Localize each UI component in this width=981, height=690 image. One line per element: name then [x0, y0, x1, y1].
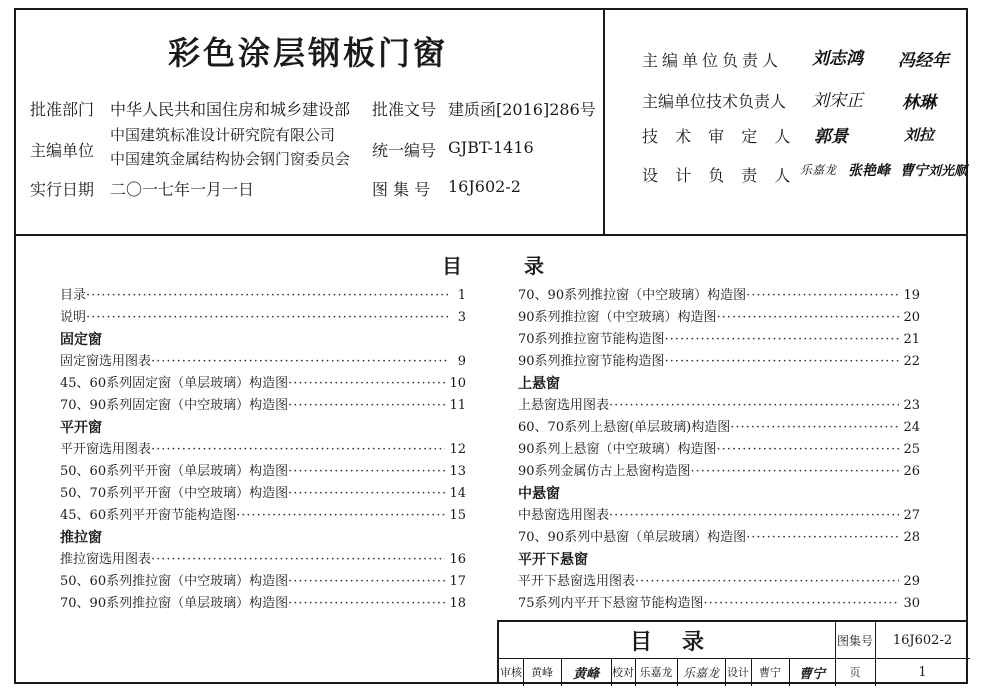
toc-entry-page: 22	[903, 354, 920, 369]
sig-row-label: 设 计 负 责 人	[642, 166, 797, 185]
toc-leader-dots	[746, 527, 899, 549]
toc-leader-dots	[635, 571, 899, 593]
toc-entry	[518, 285, 920, 307]
signature: 曹宁	[900, 163, 928, 179]
toc-leader-dots	[236, 505, 445, 527]
toc-entry-page: 24	[903, 420, 920, 435]
toc-entry-page: 27	[903, 508, 920, 523]
toc-entry-title: 75系列内平开下悬窗节能构造图	[518, 596, 704, 611]
toc-entry-page: 1	[457, 288, 466, 303]
toc-entry-title: 90系列金属仿古上悬窗构造图	[518, 464, 691, 479]
title-block	[497, 620, 968, 684]
toc-entry-title: 70、90系列推拉窗（中空玻璃）构造图	[518, 288, 747, 303]
toc-entry	[518, 329, 920, 351]
toc-entry	[60, 571, 466, 593]
toc-leader-dots	[746, 285, 899, 307]
toc-entry	[518, 307, 920, 329]
toc-leader-dots	[288, 571, 445, 593]
tb-check-label: 校对	[612, 666, 634, 679]
sig-row-label: 主编单位负责人	[642, 51, 783, 70]
tb-designer: 曹宁	[759, 666, 781, 679]
toc-entry	[518, 527, 920, 549]
toc-entry-page: 13	[449, 464, 466, 479]
toc-entry-title: 45、60系列固定窗（单层玻璃）构造图	[60, 376, 289, 391]
toc-entry-title: 50、70系列平开窗（中空玻璃）构造图	[60, 486, 289, 501]
toc-entry	[60, 461, 466, 483]
sig-row-editor-head	[642, 48, 782, 71]
toc-entry	[60, 549, 466, 571]
toc-leader-dots	[86, 307, 448, 329]
sig-row-label: 主编单位技术负责人	[642, 92, 787, 111]
toc-entry-title: 45、60系列平开窗节能构造图	[60, 508, 237, 523]
toc-entry-page: 17	[449, 574, 466, 589]
toc-leader-dots	[288, 461, 445, 483]
effective-date: 二〇一七年一月一日	[110, 180, 255, 199]
sig-row-label: 技 术 审 定 人	[642, 127, 797, 146]
editor-unit-label: 主编单位	[30, 141, 95, 160]
toc-entry-title: 上悬窗选用图表	[518, 398, 610, 413]
toc-entry	[60, 483, 466, 505]
toc-entry-page: 19	[903, 288, 920, 303]
toc-entry	[518, 351, 920, 373]
toc-leader-dots	[665, 329, 900, 351]
atlas-no-label: 图 集 号	[372, 180, 431, 199]
sig-row-reviewer	[642, 124, 796, 147]
toc-entry-title: 90系列推拉窗（中空玻璃）构造图	[518, 310, 717, 325]
toc-leader-dots	[288, 483, 445, 505]
toc-entry-title: 平开下悬窗选用图表	[518, 574, 636, 589]
toc-section-heading: 平开下悬窗	[518, 552, 588, 568]
toc-section-heading: 中悬窗	[518, 486, 560, 502]
tb-designer-signature: 曹宁	[798, 666, 825, 682]
toc-leader-dots	[151, 351, 448, 373]
toc-entry-title: 70、90系列中悬窗（单层玻璃）构造图	[518, 530, 747, 545]
toc-entry-page: 20	[903, 310, 920, 325]
toc-entry-page: 9	[457, 354, 466, 369]
approval-dept-label: 批准部门	[30, 100, 95, 119]
toc-leader-dots	[288, 373, 445, 395]
toc-entry-title: 50、60系列平开窗（单层玻璃）构造图	[60, 464, 289, 479]
toc-entry	[60, 373, 466, 395]
toc-entry-title: 平开窗选用图表	[60, 442, 152, 457]
approval-doc: 建质函[2016]286号	[448, 100, 596, 119]
toc-entry-page: 25	[903, 442, 920, 457]
tb-name-right: 录	[682, 629, 705, 655]
signature: 刘拉	[904, 126, 935, 144]
toc-entry	[518, 593, 920, 615]
toc-leader-dots	[151, 549, 445, 571]
toc-leader-dots	[730, 417, 899, 439]
unified-no: GJBT-1416	[448, 138, 534, 157]
toc-leader-dots	[151, 439, 445, 461]
toc-section-heading: 固定窗	[60, 332, 102, 348]
toc-entry-title: 70、90系列推拉窗（单层玻璃）构造图	[60, 596, 289, 611]
toc-entry-title: 70、90系列固定窗（中空玻璃）构造图	[60, 398, 289, 413]
toc-entry-page: 14	[449, 486, 466, 501]
signature: 刘志鸿	[812, 49, 863, 69]
toc-leader-dots	[609, 505, 899, 527]
toc-entry-page: 16	[449, 552, 466, 567]
toc-entry	[60, 307, 466, 329]
tb-reviewer-signature: 黄峰	[572, 666, 599, 682]
toc-entry	[60, 285, 466, 307]
toc-section-heading: 平开窗	[60, 420, 102, 436]
toc-leader-dots	[288, 395, 445, 417]
sig-row-tech-head	[642, 89, 786, 112]
toc-title-right: 录	[524, 254, 544, 278]
tb-reviewer: 黄峰	[531, 666, 553, 679]
toc-entry	[518, 439, 920, 461]
toc-entry-page: 28	[903, 530, 920, 545]
toc-entry	[518, 461, 920, 483]
toc-entry-title: 70系列推拉窗节能构造图	[518, 332, 665, 347]
tb-review-label: 审核	[500, 666, 522, 679]
toc-entry-page: 23	[903, 398, 920, 413]
toc-entry-title: 50、60系列推拉窗（中空玻璃）构造图	[60, 574, 289, 589]
signature: 郭景	[814, 127, 848, 147]
tb-atlas-no: 16J602-2	[892, 632, 953, 648]
header-divider	[603, 8, 605, 236]
toc-entry-title: 中悬窗选用图表	[518, 508, 610, 523]
signature: 乐嘉龙	[800, 163, 837, 177]
toc-title-left: 目	[442, 254, 462, 278]
toc-entry	[518, 395, 920, 417]
signature: 冯经年	[898, 51, 949, 71]
toc-entry-title: 90系列推拉窗节能构造图	[518, 354, 665, 369]
toc-entry-page: 15	[449, 508, 466, 523]
toc-leader-dots	[288, 593, 445, 615]
toc-entry	[60, 593, 466, 615]
toc-entry	[518, 417, 920, 439]
toc-entry-title: 60、70系列上悬窗(单层玻璃)构造图	[518, 420, 731, 435]
approval-doc-label: 批准文号	[372, 100, 437, 119]
toc-entry-title: 推拉窗选用图表	[60, 552, 152, 567]
atlas-no: 16J602-2	[448, 177, 521, 196]
toc-entry-title: 说明	[60, 310, 87, 325]
toc-leader-dots	[704, 593, 900, 615]
toc-entry-title: 固定窗选用图表	[60, 354, 152, 369]
tb-page-label: 页	[849, 666, 861, 679]
tb-checker: 乐嘉龙	[639, 666, 673, 679]
toc-entry-title: 目录	[60, 288, 87, 303]
tb-name-left: 目	[629, 629, 682, 655]
toc-entry	[60, 505, 466, 527]
toc-entry	[60, 439, 466, 461]
signature: 林琳	[902, 93, 936, 113]
toc-entry-page: 26	[903, 464, 920, 479]
toc-entry-page: 18	[449, 596, 466, 611]
toc-leader-dots	[86, 285, 448, 307]
signature: 刘宋正	[812, 91, 863, 111]
toc-entry	[518, 571, 920, 593]
toc-entry	[60, 351, 466, 373]
editor-unit-1: 中国建筑标准设计研究院有限公司	[110, 126, 336, 144]
atlas-title: 彩色涂层钢板门窗	[167, 34, 448, 72]
toc-leader-dots	[717, 439, 900, 461]
tb-atlas-label: 图集号	[836, 633, 873, 648]
tb-page-no: 1	[918, 664, 927, 680]
tb-drawing-name	[499, 622, 835, 658]
toc-entry-title: 90系列上悬窗（中空玻璃）构造图	[518, 442, 717, 457]
toc-entry	[518, 505, 920, 527]
toc-leader-dots	[717, 307, 900, 329]
effective-date-label: 实行日期	[30, 180, 95, 199]
approval-dept: 中华人民共和国住房和城乡建设部	[110, 100, 351, 119]
toc-leader-dots	[665, 351, 900, 373]
toc-entry-page: 11	[449, 398, 466, 413]
signature: 刘光顺	[928, 164, 968, 179]
toc-leader-dots	[691, 461, 900, 483]
sig-row-design-head	[642, 163, 796, 186]
tb-design-label: 设计	[727, 666, 749, 679]
toc-section-heading: 推拉窗	[60, 530, 102, 546]
toc-entry-page: 3	[457, 310, 466, 325]
toc-entry-page: 21	[903, 332, 920, 347]
signature: 张艳峰	[848, 163, 890, 179]
toc-entry-page: 29	[903, 574, 920, 589]
toc-section-heading: 上悬窗	[518, 376, 560, 392]
toc-entry-page: 12	[449, 442, 466, 457]
toc-entry-page: 30	[903, 596, 920, 611]
unified-no-label: 统一编号	[372, 141, 437, 160]
toc-entry-page: 10	[449, 376, 466, 391]
toc-entry	[60, 395, 466, 417]
toc-leader-dots	[609, 395, 899, 417]
editor-unit-2: 中国建筑金属结构协会钢门窗委员会	[110, 150, 351, 168]
tb-checker-signature: 乐嘉龙	[682, 665, 719, 680]
